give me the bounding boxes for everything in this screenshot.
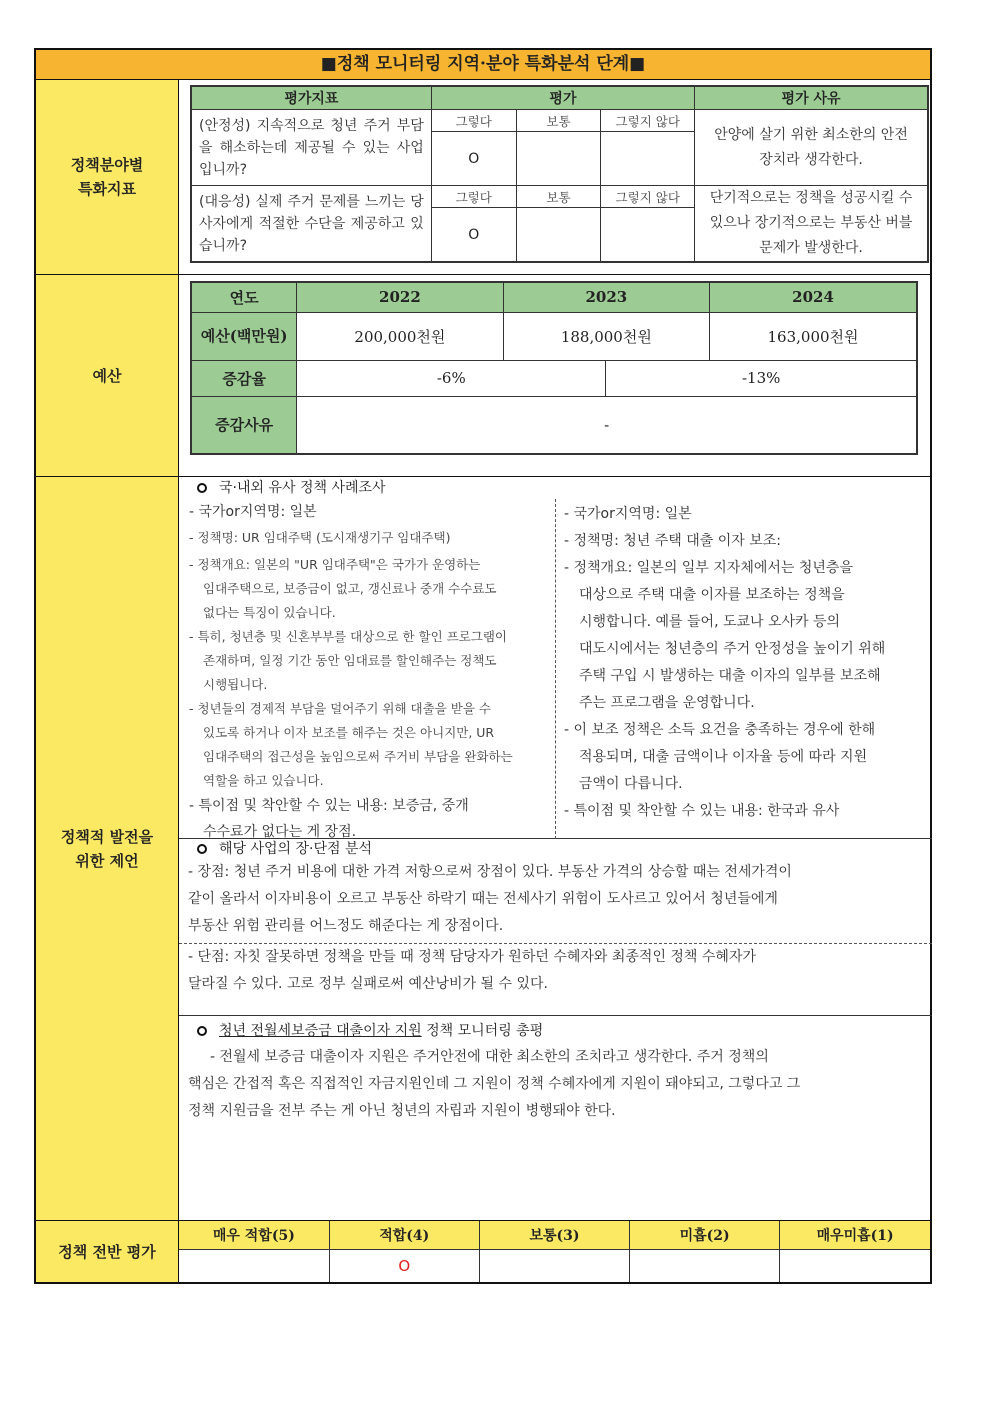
mark-no-2 — [601, 208, 695, 262]
rating-2: 미흡(2) — [630, 1221, 780, 1249]
analysis-pros: - 장점: 청년 주거 비용에 대한 가격 저항으로써 장점이 있다. 부동산 가격의 상승할 때는 전세가격이 같이 올라서 이자비용이 오르고 부동산 하락기 때는 전세사기 위험이 도사르고 있어서 청년들에게 부동산 위험 관리를 어느정도 해준다는 게 장점이다. — [188, 864, 792, 934]
indicator-reason-2: 단기적으로는 정책을 성공시킬 수 있으나 장기적으로는 부동산 버블 문제가 발생한다. — [695, 186, 928, 263]
case-left-country: - 국가or지역명: 일본 — [189, 504, 317, 520]
mark-no-1 — [601, 132, 695, 186]
option-no-1: 그렇지 않다 — [601, 110, 695, 132]
section-label-overall: 정책 전반 평가 — [36, 1221, 179, 1282]
indicator-table — [190, 85, 929, 263]
budget-table — [190, 281, 918, 455]
case-right-features: - 특이점 및 착안할 수 있는 내용: 한국과 유사 — [564, 803, 840, 819]
year-2022: 2022 — [297, 282, 503, 312]
summary-text: - 전월세 보증금 대출이자 지원은 주거안전에 대한 최소한의 조치라고 생각한다. 주거 정책의 핵심은 간접적 혹은 직접적인 자금지원인데 그 지원이 정책 수혜자에게 지원이 돼야되고, 그렇다고 그 정책 지원금을 전부 주는 게 아닌 청년의 자립과 지원이 병행돼야 한다. — [188, 1049, 801, 1119]
case-right-detail: - 이 보조 정책은 소득 요건을 충족하는 경우에 한해 적용되며, 대출 금액이나 이자율 등에 따라 지원 금액이 다릅니다. — [564, 722, 876, 792]
analysis-block — [179, 839, 932, 944]
section-budget — [36, 275, 930, 477]
summary-block — [179, 1016, 932, 1221]
evaluation-form — [34, 48, 932, 1284]
header-reason: 평가 사유 — [695, 86, 928, 110]
rating-mark-2 — [630, 1249, 780, 1282]
rating-4: 적합(4) — [329, 1221, 479, 1249]
section-label-indicators: 정책분야별 특화지표 — [36, 80, 179, 274]
rating-mark-5 — [179, 1249, 329, 1282]
circle-bullet-icon — [197, 844, 207, 854]
budget-label: 예산(백만원) — [191, 312, 297, 360]
section-overall — [36, 1221, 930, 1282]
reason-label: 증감사유 — [191, 396, 297, 454]
header-evaluation: 평가 — [431, 86, 694, 110]
rating-3: 보통(3) — [479, 1221, 629, 1249]
section-proposals — [36, 477, 930, 1221]
case-left-policy: - 정책명: UR 임대주택 (도시재생기구 임대주택) — [189, 530, 451, 545]
case-left-detail-2: - 청년들의 경제적 부담을 덜어주기 위해 대출을 받을 수 있도록 하거나 이자 보조를 해주는 것은 아니지만, UR 임대주택의 접근성을 높임으로써 주거비 부담을 완화하는 역할을 하고 있습니다. — [189, 701, 513, 788]
reason-value: - — [297, 396, 917, 454]
header-indicator: 평가지표 — [191, 86, 431, 110]
option-yes-2: 그렇다 — [431, 186, 516, 208]
case-right — [564, 499, 929, 825]
circle-bullet-icon — [197, 483, 207, 493]
mark-neutral-1 — [516, 132, 601, 186]
option-yes-1: 그렇다 — [431, 110, 516, 132]
rating-mark-4: O — [329, 1249, 479, 1282]
indicator-question-2: (대응성) 실제 주거 문제를 느끼는 당사자에게 적절한 수단을 제공하고 있습니까? — [191, 186, 431, 263]
analysis-cons: - 단점: 자칫 잘못하면 정책을 만들 때 정책 담당자가 원하던 수혜자와 최종적인 정책 수혜자가 달라질 수 있다. 고로 정부 실패로써 예산낭비가 될 수 있다. — [188, 949, 757, 992]
case-left-summary: - 정책개요: 일본의 "UR 임대주택"은 국가가 운영하는 임대주택으로, 보증금이 없고, 갱신료나 중개 수수료도 없다는 특징이 있습니다. — [189, 557, 497, 620]
analysis-title: 해당 사업의 장·단점 분석 — [219, 841, 373, 857]
section-indicators — [36, 80, 930, 275]
option-no-2: 그렇지 않다 — [601, 186, 695, 208]
year-2023: 2023 — [503, 282, 709, 312]
indicator-question-1: (안정성) 지속적으로 청년 주거 부담을 해소하는데 제공될 수 있는 사업입니까? — [191, 110, 431, 186]
rating-5: 매우 적합(5) — [179, 1221, 329, 1249]
case-right-policy: - 정책명: 청년 주택 대출 이자 보조: — [564, 533, 781, 549]
section-label-budget: 예산 — [36, 275, 179, 476]
mark-neutral-2 — [516, 208, 601, 262]
circle-bullet-icon — [197, 1026, 207, 1036]
summary-title: 정책 모니터링 총평 — [426, 1023, 544, 1039]
budget-2022: 200,000천원 — [297, 312, 503, 360]
year-label: 연도 — [191, 282, 297, 312]
form-title: ■정책 모니터링 지역·분야 특화분석 단계■ — [36, 50, 930, 80]
case-right-country: - 국가or지역명: 일본 — [564, 506, 692, 522]
rate-label: 증감율 — [191, 360, 297, 396]
rating-1: 매우미흡(1) — [780, 1221, 930, 1249]
budget-2024: 163,000천원 — [710, 312, 917, 360]
column-divider — [555, 499, 556, 839]
rating-mark-3 — [479, 1249, 629, 1282]
case-left — [189, 499, 551, 845]
cons-block — [179, 944, 932, 1016]
case-left-features: - 특이점 및 착안할 수 있는 내용: 보증금, 중개 수수료가 없다는 게 장점. — [189, 798, 469, 840]
indicator-reason-1: 안양에 살기 위한 최소한의 안전장치라 생각한다. — [695, 110, 928, 186]
mark-yes-1: O — [431, 132, 516, 186]
overall-rating-table — [179, 1221, 930, 1282]
cases-title: 국·내외 유사 정책 사례조사 — [219, 480, 386, 496]
rating-mark-1 — [780, 1249, 930, 1282]
summary-policy-name: 청년 전월세보증금 대출이자 지원 — [219, 1023, 422, 1039]
option-neutral-1: 보통 — [516, 110, 601, 132]
case-left-detail-1: - 특히, 청년층 및 신혼부부를 대상으로 한 할인 프로그램이 존재하며, 일정 기간 동안 임대료를 할인해주는 정책도 시행됩니다. — [189, 629, 507, 692]
year-2024: 2024 — [710, 282, 917, 312]
case-right-summary: - 정책개요: 일본의 일부 지자체에서는 청년층을 대상으로 주택 대출 이자를 보조하는 정책을 시행합니다. 예를 들어, 도쿄나 오사카 등의 대도시에서는 청년층의 주거 안정성을 높이기 위해 주택 구입 시 발생하는 대출 이자의 일부를 보조해 주는 프로그램을 운영합니다. — [564, 560, 886, 711]
cases-block — [179, 477, 932, 839]
rate-2023: -6% — [297, 360, 606, 396]
option-neutral-2: 보통 — [516, 186, 601, 208]
rate-2024: -13% — [606, 360, 917, 396]
mark-yes-2: O — [431, 208, 516, 262]
budget-2023: 188,000천원 — [503, 312, 709, 360]
section-label-proposals: 정책적 발전을 위한 제언 — [36, 477, 179, 1220]
